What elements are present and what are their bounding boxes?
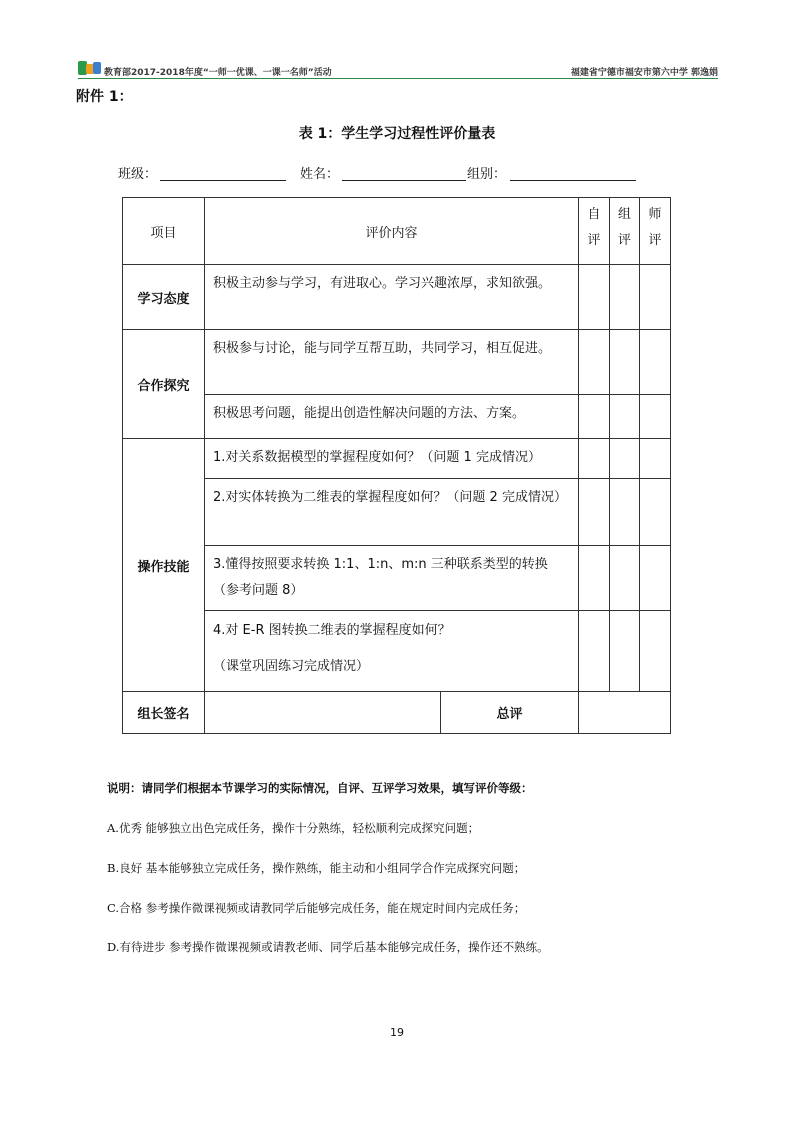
note-grade-c: C.合格 参考操作微课视频或请教同学后能够完成任务，能在规定时间内完成任务； — [107, 901, 526, 915]
criterion-skill-2: 2.对实体转换为二维表的掌握程度如何？（问题 2 完成情况） — [205, 479, 579, 546]
header-teacher — [640, 198, 671, 265]
notes-intro: 说明：请同学们根据本节课学习的实际情况，自评、互评学习效果，填写评价等级： — [107, 781, 533, 795]
header-group-2: 评 — [618, 233, 632, 248]
category-skill: 操作技能 — [123, 439, 205, 692]
score-cell[interactable] — [610, 395, 640, 439]
summary-cell[interactable] — [579, 692, 671, 734]
table-row — [123, 479, 671, 546]
score-cell[interactable] — [579, 395, 610, 439]
note-grade-d: D.有待进步 参考操作微课视频或请教老师、同学后基本能够完成任务，操作还不熟练。 — [107, 940, 549, 954]
header-group-1: 组 — [618, 207, 632, 222]
criterion-skill-4-line1: 4.对 E-R 图转换二维表的掌握程度如何？ — [213, 623, 451, 638]
criterion-attitude-1: 积极主动参与学习，有进取心。学习兴趣浓厚，求知欲强。 — [205, 265, 579, 330]
summary-label: 总评 — [441, 692, 579, 734]
score-cell[interactable] — [579, 439, 610, 479]
note-grade-a: A.优秀 能够独立出色完成任务，操作十分熟练，轻松顺利完成探究问题； — [107, 821, 480, 835]
score-cell[interactable] — [579, 265, 610, 330]
score-cell[interactable] — [610, 611, 640, 692]
logo-icon — [78, 60, 102, 76]
class-field[interactable] — [160, 180, 286, 181]
name-label: 姓名： — [300, 167, 340, 182]
header-right-text: 福建省宁德市福安市第六中学 郭逸娟 — [570, 68, 718, 78]
page-number: 19 — [390, 1026, 404, 1039]
class-label: 班级： — [118, 167, 158, 182]
criterion-skill-4 — [205, 611, 579, 692]
header-self-2: 评 — [587, 233, 601, 248]
score-cell[interactable] — [640, 265, 671, 330]
leader-signature-label: 组长签名 — [123, 692, 205, 734]
table-row — [123, 395, 671, 439]
header-teacher-1: 师 — [648, 207, 662, 222]
header-item: 项目 — [123, 198, 205, 265]
score-cell[interactable] — [610, 330, 640, 395]
criterion-skill-3: 3.懂得按照要求转换 1:1、1:n、m:n 三种联系类型的转换（参考问题 8） — [205, 546, 579, 611]
table-row — [123, 546, 671, 611]
score-cell[interactable] — [610, 546, 640, 611]
score-cell[interactable] — [579, 479, 610, 546]
table-row — [123, 330, 671, 395]
header-divider — [78, 78, 718, 79]
header-teacher-2: 评 — [648, 233, 662, 248]
score-cell[interactable] — [640, 611, 671, 692]
table-row — [123, 611, 671, 692]
header-content: 评价内容 — [205, 198, 579, 265]
score-cell[interactable] — [579, 611, 610, 692]
score-cell[interactable] — [640, 479, 671, 546]
score-cell[interactable] — [640, 330, 671, 395]
score-cell[interactable] — [640, 546, 671, 611]
score-cell[interactable] — [579, 330, 610, 395]
name-field[interactable] — [342, 180, 466, 181]
evaluation-table — [122, 197, 671, 734]
table-row — [123, 265, 671, 330]
score-cell[interactable] — [610, 479, 640, 546]
table-row — [123, 692, 671, 734]
score-cell[interactable] — [579, 546, 610, 611]
note-grade-b: B.良好 基本能够独立完成任务，操作熟练，能主动和小组同学合作完成探究问题； — [107, 861, 526, 875]
page-header — [78, 60, 718, 82]
criterion-skill-4-line2: （课堂巩固练习完成情况） — [213, 659, 370, 674]
leader-signature-cell[interactable] — [205, 692, 441, 734]
category-cooperation: 合作探究 — [123, 330, 205, 439]
group-label: 组别： — [467, 167, 507, 182]
criterion-cooperation-1: 积极参与讨论，能与同学互帮互助，共同学习，相互促进。 — [205, 330, 579, 395]
header-group — [610, 198, 640, 265]
table-header-row — [123, 198, 671, 265]
score-cell[interactable] — [640, 439, 671, 479]
criterion-cooperation-2: 积极思考问题，能提出创造性解决问题的方法、方案。 — [205, 395, 579, 439]
score-cell[interactable] — [610, 439, 640, 479]
header-self — [579, 198, 610, 265]
table-row — [123, 439, 671, 479]
header-self-1: 自 — [587, 207, 601, 222]
table-title: 表 1：学生学习过程性评价量表 — [298, 126, 496, 142]
group-field[interactable] — [510, 180, 636, 181]
score-cell[interactable] — [610, 265, 640, 330]
score-cell[interactable] — [640, 395, 671, 439]
header-left-text: 教育部2017-2018年度“一师一优课、一课一名师”活动 — [104, 68, 332, 78]
category-attitude: 学习态度 — [123, 265, 205, 330]
criterion-skill-1: 1.对关系数据模型的掌握程度如何？（问题 1 完成情况） — [205, 439, 579, 479]
attachment-label: 附件 1： — [76, 89, 133, 105]
